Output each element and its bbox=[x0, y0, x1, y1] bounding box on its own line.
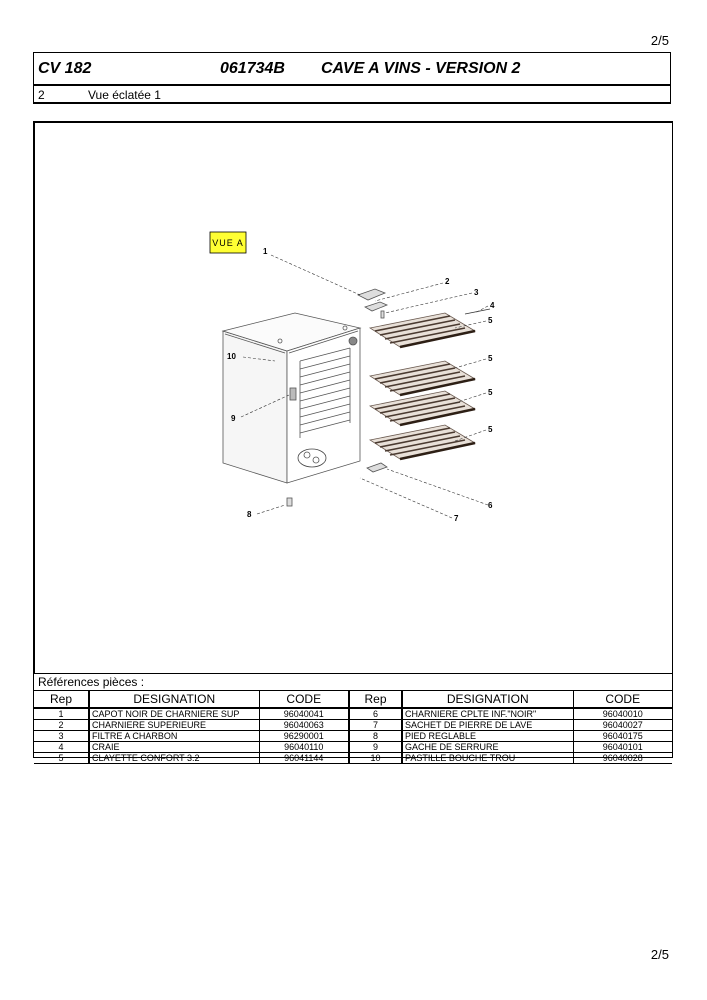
view-label: VUE A bbox=[212, 238, 244, 248]
code-cell: 96040041 bbox=[259, 708, 349, 720]
rep-cell: 5 bbox=[34, 753, 89, 764]
code-cell: 96041144 bbox=[259, 753, 349, 764]
callout-1: 1 bbox=[263, 247, 268, 256]
col-rep: Rep bbox=[34, 691, 89, 709]
table-row bbox=[34, 742, 672, 753]
designation-cell: PIED REGLABLE bbox=[402, 731, 573, 742]
code-cell: 96040063 bbox=[259, 720, 349, 731]
code-cell: 96040175 bbox=[573, 731, 672, 742]
shelves-icon bbox=[370, 313, 475, 459]
rep-cell: 6 bbox=[349, 708, 402, 720]
page-number-top: 2/5 bbox=[650, 33, 669, 48]
references-title: Références pièces : bbox=[38, 675, 145, 689]
parts-references bbox=[33, 674, 673, 763]
designation-cell: SACHET DE PIERRE DE LAVE bbox=[402, 720, 573, 731]
code-cell: 96040110 bbox=[259, 742, 349, 753]
code-cell: 96290001 bbox=[259, 731, 349, 742]
section-label: Vue éclatée 1 bbox=[88, 88, 161, 102]
table-row bbox=[34, 708, 672, 720]
callout-5b: 5 bbox=[488, 354, 493, 363]
parts-table bbox=[34, 690, 672, 764]
document-title: CAVE A VINS - VERSION 2 bbox=[321, 60, 521, 77]
section-number: 2 bbox=[38, 88, 45, 102]
table-row bbox=[34, 753, 672, 764]
exploded-view-svg bbox=[35, 123, 673, 674]
rep-cell: 7 bbox=[349, 720, 402, 731]
table-row bbox=[34, 731, 672, 742]
document-header bbox=[33, 52, 671, 86]
designation-cell: GACHE DE SERRURE bbox=[402, 742, 573, 753]
callout-6: 6 bbox=[488, 501, 493, 510]
callout-5d: 5 bbox=[488, 425, 493, 434]
callout-4: 4 bbox=[490, 301, 495, 310]
col-code-2: CODE bbox=[573, 691, 672, 709]
model-name: CV 182 bbox=[38, 60, 92, 77]
code-cell: 96040101 bbox=[573, 742, 672, 753]
rep-cell: 9 bbox=[349, 742, 402, 753]
rep-cell: 4 bbox=[34, 742, 89, 753]
designation-cell: FILTRE A CHARBON bbox=[89, 731, 259, 742]
code-cell: 96040010 bbox=[573, 708, 672, 720]
designation-cell: PASTILLE BOUCHE TROU bbox=[402, 753, 573, 764]
designation-cell: CRAIE bbox=[89, 742, 259, 753]
col-rep-2: Rep bbox=[349, 691, 402, 709]
designation-cell: CHARNIERE CPLTE INF."NOIR" bbox=[402, 708, 573, 720]
rep-cell: 3 bbox=[34, 731, 89, 742]
col-code: CODE bbox=[259, 691, 349, 709]
callout-10: 10 bbox=[227, 352, 236, 361]
col-designation-2: DESIGNATION bbox=[402, 691, 573, 709]
rep-cell: 10 bbox=[349, 753, 402, 764]
callout-2: 2 bbox=[445, 277, 450, 286]
callout-7: 7 bbox=[454, 514, 459, 523]
table-header-row bbox=[34, 691, 672, 709]
designation-cell: CAPOT NOIR DE CHARNIERE SUP bbox=[89, 708, 259, 720]
page-number-bottom: 2/5 bbox=[650, 947, 669, 962]
code-cell: 96040027 bbox=[573, 720, 672, 731]
cabinet-icon bbox=[223, 313, 360, 483]
callout-9: 9 bbox=[231, 414, 236, 423]
callout-8: 8 bbox=[247, 510, 252, 519]
callout-5a: 5 bbox=[488, 316, 493, 325]
exploded-view-drawing bbox=[33, 121, 673, 674]
callout-5c: 5 bbox=[488, 388, 493, 397]
callout-3: 3 bbox=[474, 288, 479, 297]
section-header bbox=[33, 86, 671, 104]
rep-cell: 2 bbox=[34, 720, 89, 731]
table-row bbox=[34, 720, 672, 731]
rep-cell: 8 bbox=[349, 731, 402, 742]
rep-cell: 1 bbox=[34, 708, 89, 720]
designation-cell: CLAYETTE CONFORT 3.2 bbox=[89, 753, 259, 764]
model-code: 061734B bbox=[220, 60, 285, 77]
code-cell: 96040028 bbox=[573, 753, 672, 764]
designation-cell: CHARNIERE SUPERIEURE bbox=[89, 720, 259, 731]
col-designation: DESIGNATION bbox=[89, 691, 259, 709]
